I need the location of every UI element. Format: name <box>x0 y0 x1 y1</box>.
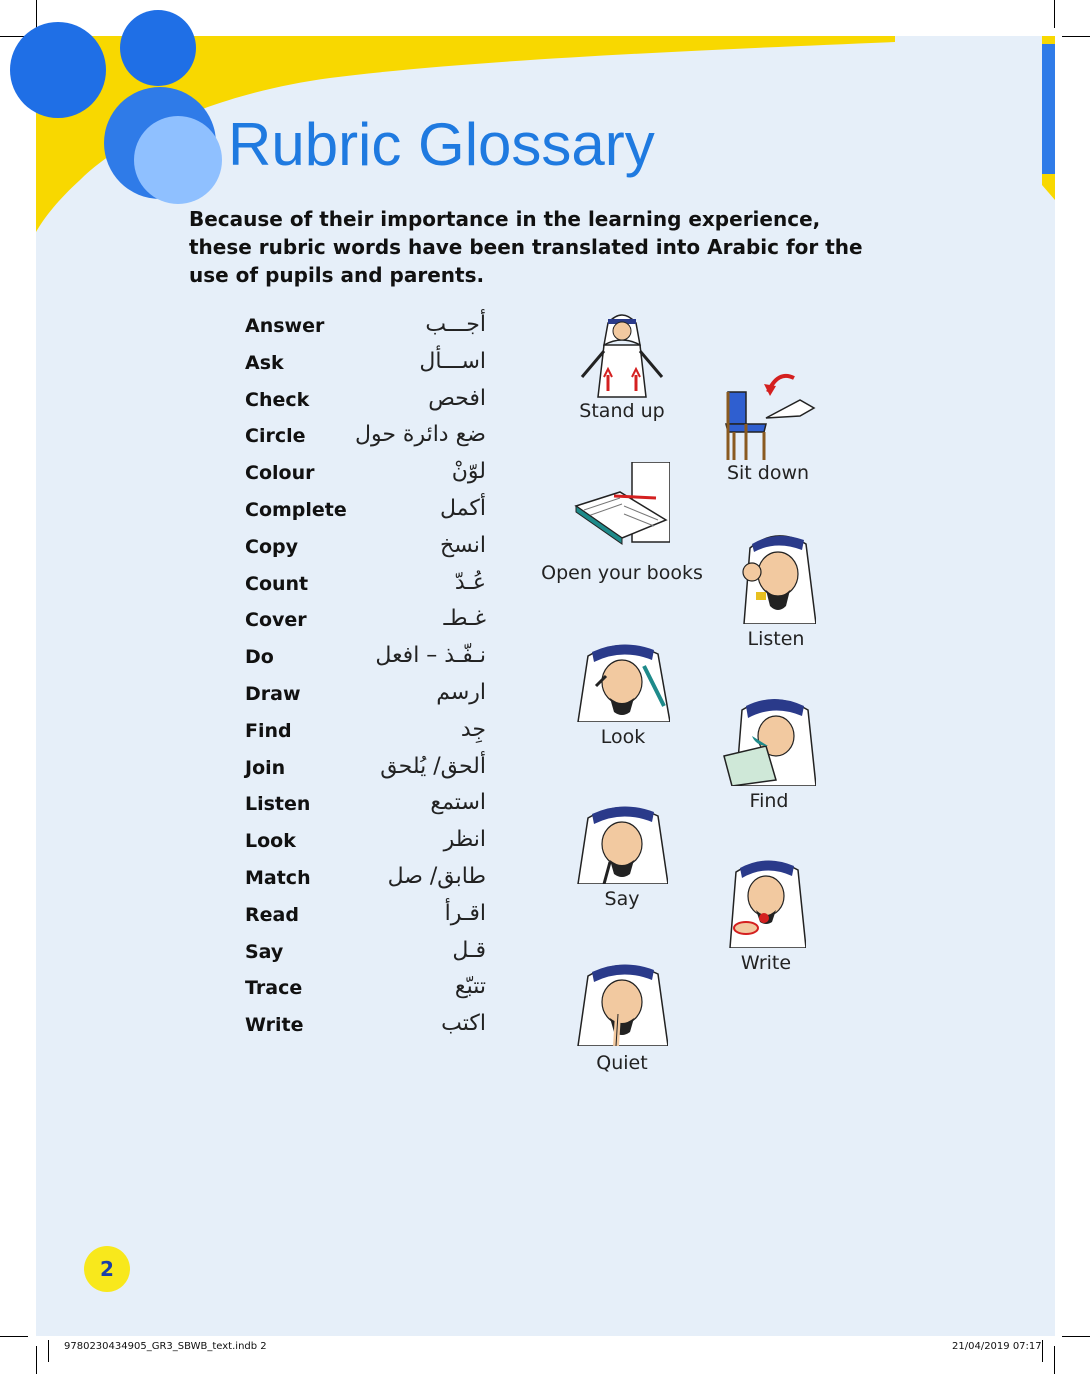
glossary-row <box>245 754 490 791</box>
glossary-english-word: Listen <box>245 793 311 816</box>
glossary-english-word: Answer <box>245 315 325 337</box>
crop-mark <box>1062 1336 1090 1337</box>
crop-mark <box>36 1346 37 1374</box>
page-number-badge: 2 <box>84 1246 130 1292</box>
header-blue-edge <box>1042 44 1055 174</box>
glossary-arabic-word: ضع دائرة حول <box>354 422 486 448</box>
glossary-row <box>245 974 490 1011</box>
glossary-arabic-word: افحص <box>428 385 486 411</box>
caption-sit-down: Sit down <box>726 462 810 484</box>
glossary-row <box>245 312 490 349</box>
crop-mark <box>1042 1340 1043 1362</box>
glossary-arabic-word: أكمل <box>440 495 486 521</box>
page-title: Rubric Glossary <box>228 111 655 178</box>
standing-man-icon <box>574 305 670 400</box>
glossary-arabic-word: اســـأل <box>419 348 486 374</box>
glossary-row <box>245 1011 490 1048</box>
glossary-row <box>245 864 490 901</box>
glossary-english-word: Match <box>245 866 311 889</box>
figure-write <box>726 852 806 974</box>
listening-man-icon <box>736 528 816 624</box>
glossary-english-word: Trace <box>245 977 303 1000</box>
glossary-english-word: Join <box>245 756 286 779</box>
quiet-man-icon <box>576 956 668 1046</box>
figure-say <box>576 798 668 910</box>
glossary-arabic-word: استمع <box>430 790 486 816</box>
figure-stand-up <box>574 305 670 422</box>
glossary-arabic-word: جِد <box>460 716 486 742</box>
glossary-row <box>245 643 490 680</box>
caption-write: Write <box>740 952 792 974</box>
glossary-row <box>245 386 490 423</box>
caption-quiet: Quiet <box>596 1052 648 1074</box>
glossary-english-word: Write <box>245 1014 304 1037</box>
glossary-english-word: Check <box>245 388 310 411</box>
glossary-row <box>245 827 490 864</box>
glossary-arabic-word: اقـرأ <box>444 900 486 926</box>
glossary-row <box>245 606 490 643</box>
glossary-list <box>245 312 490 1048</box>
figure-listen <box>736 528 816 650</box>
caption-look: Look <box>600 726 646 748</box>
glossary-english-word: Find <box>245 719 292 742</box>
figure-quiet <box>576 956 668 1074</box>
caption-stand-up: Stand up <box>579 400 665 422</box>
chair-icon <box>720 364 816 460</box>
glossary-english-word: Complete <box>245 498 347 521</box>
caption-say: Say <box>604 888 640 910</box>
glossary-arabic-word: غـطـ <box>443 606 486 632</box>
caption-open-books: Open your books <box>541 562 703 584</box>
reading-man-icon <box>722 690 816 786</box>
glossary-row <box>245 533 490 570</box>
crop-mark <box>1054 1346 1055 1374</box>
glossary-row <box>245 938 490 975</box>
glossary-english-word: Draw <box>245 682 301 705</box>
glossary-english-word: Say <box>245 940 284 963</box>
glossary-arabic-word: عُـدّ <box>454 569 486 595</box>
glossary-arabic-word: ألحق/ يُلحق <box>380 753 486 779</box>
glossary-english-word: Copy <box>245 535 298 558</box>
glossary-english-word: Ask <box>245 351 284 374</box>
glossary-english-word: Read <box>245 903 299 926</box>
glossary-arabic-word: انظر <box>443 827 486 853</box>
glossary-arabic-word: اكتب <box>441 1011 486 1037</box>
glossary-row <box>245 422 490 459</box>
figure-sit-down <box>720 364 816 484</box>
looking-man-icon <box>576 636 670 722</box>
glossary-row <box>245 901 490 938</box>
glossary-row <box>245 570 490 607</box>
crop-mark <box>48 1340 49 1362</box>
glossary-arabic-word: ارسم <box>436 679 486 705</box>
glossary-english-word: Cover <box>245 609 307 632</box>
open-book-icon <box>574 462 670 558</box>
glossary-row <box>245 349 490 386</box>
crop-mark <box>0 1336 28 1337</box>
figure-find <box>722 690 816 812</box>
caption-find: Find <box>749 790 789 812</box>
light-blue-circle <box>134 116 222 204</box>
glossary-row <box>245 790 490 827</box>
blue-circle <box>120 10 196 86</box>
speaking-man-icon <box>576 798 668 884</box>
glossary-arabic-word: طابق/ صل <box>387 863 486 889</box>
glossary-english-word: Colour <box>245 462 315 485</box>
intro-text: Because of their importance in the learning experience, these rubric words have been translated into Arabic for the use of pupils and parents. <box>189 207 863 287</box>
caption-listen: Listen <box>747 628 805 650</box>
footer-datetime: 21/04/2019 07:17 <box>952 1341 1042 1352</box>
glossary-arabic-word: أجـــب <box>425 312 486 337</box>
glossary-arabic-word: نـفّـذ – افعل <box>375 643 486 669</box>
figure-look <box>576 636 670 748</box>
blue-circle <box>10 22 106 118</box>
glossary-english-word: Circle <box>245 425 306 448</box>
glossary-row <box>245 717 490 754</box>
glossary-english-word: Look <box>245 830 296 853</box>
glossary-arabic-word: انسخ <box>439 532 486 558</box>
glossary-row <box>245 459 490 496</box>
glossary-arabic-word: لوّنْ <box>451 459 486 485</box>
footer-file-slug: 9780230434905_GR3_SBWB_text.indb 2 <box>64 1341 267 1352</box>
glossary-english-word: Count <box>245 572 309 595</box>
glossary-row <box>245 496 490 533</box>
figure-open-books <box>541 462 703 584</box>
glossary-row <box>245 680 490 717</box>
glossary-english-word: Do <box>245 646 274 669</box>
writing-man-icon <box>726 852 806 948</box>
glossary-arabic-word: تتبّع <box>454 974 486 1000</box>
glossary-arabic-word: قـل <box>452 937 486 963</box>
